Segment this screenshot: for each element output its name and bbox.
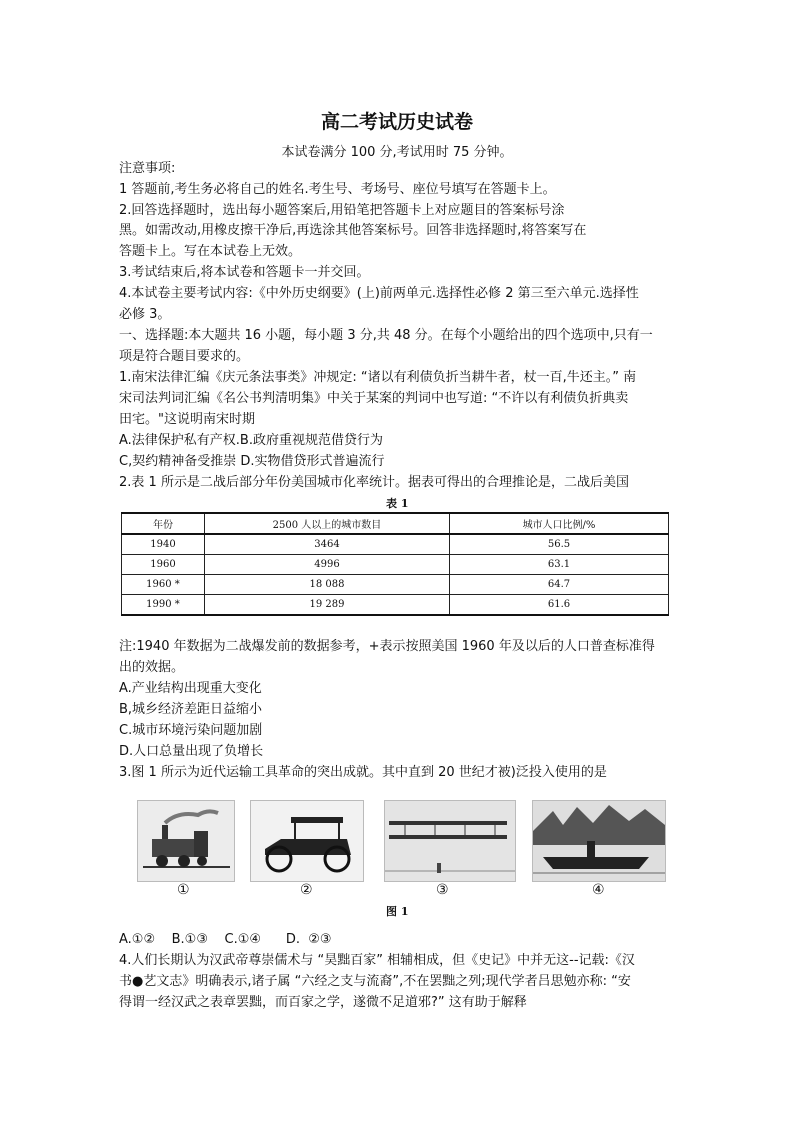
table-cell: 4996	[205, 555, 450, 575]
note-line: 答题卡上。写在本试卷上无效。	[119, 244, 302, 259]
table-cell: 63.1	[450, 555, 669, 575]
image-number: ①	[177, 882, 190, 898]
section-heading: 项是符合题目要求的。	[119, 349, 250, 364]
note-line: 必修 3。	[119, 307, 171, 322]
question-4-stem: 4.人们长期认为汉武帝尊崇儒术与 “昊黜百家” 相辅相成，但《史记》中并无这--记载:《汉	[119, 953, 635, 968]
note-line: 3.考试结束后,将本试卷和答题卡一并交回。	[119, 265, 370, 280]
question-2-option: D.人口总量出现了负增长	[119, 744, 264, 759]
question-2-stem: 2.表 1 所示是二战后部分年份美国城市化率统计。据表可得出的合理推论是，二战后美国	[119, 475, 629, 490]
airplane-image	[384, 800, 516, 882]
question-1-stem: 田宅。"这说明南宋时期	[119, 412, 255, 427]
table-cell: 1990 *	[122, 595, 205, 616]
notes-heading: 注意事项:	[119, 161, 176, 176]
table-cell: 61.6	[450, 595, 669, 616]
exam-title: 高二考试历史试卷	[320, 111, 473, 133]
question-3-options: A.①② B.①③ C.①④ D. ②③	[119, 932, 332, 947]
question-3-stem: 3.图 1 所示为近代运输工具革命的突出成就。其中直到 20 世纪才被)泛投入使用的是	[119, 765, 607, 780]
steam-locomotive-image	[137, 800, 235, 882]
table-header: 城市人口比例/%	[450, 513, 669, 534]
note-line: 2.回答选择题时，选出每小题答案后,用铅笔把答题卡上对应题目的答案标号涂	[119, 203, 565, 218]
figure-caption: 图 1	[386, 905, 409, 918]
table-note: 注:1940 年数据为二战爆发前的数据参考，+表示按照美国 1960 年及以后的人口普查标准得	[119, 639, 655, 654]
table-cell: 1940	[122, 534, 205, 555]
table-header: 年份	[122, 513, 205, 534]
table-cell: 3464	[205, 534, 450, 555]
question-4-stem: 书●艺文志》明确表示,诸子属 “六经之支与流裔”,不在罢黜之列;现代学者吕思勉亦称: “安	[119, 974, 631, 989]
question-2-option: C.城市环境污染问题加剧	[119, 723, 263, 738]
table-header: 2500 人以上的城市数目	[205, 513, 450, 534]
note-line: 黑。如需改动,用橡皮擦干净后,再选涂其他答案标号。回答非选择题时,将答案写在	[119, 223, 587, 238]
steamship-image	[532, 800, 666, 882]
table-cell: 56.5	[450, 534, 669, 555]
table-row	[122, 575, 669, 595]
table-note: 出的效据。	[119, 660, 185, 675]
question-2-option: A.产业结构出现重大变化	[119, 681, 262, 696]
urbanization-table	[121, 512, 669, 616]
question-4-stem: 得谓一经汉武之表章罢黜，而百家之学，遂微不足道邪?” 这有助于解释	[119, 995, 527, 1010]
table-caption: 表 1	[386, 497, 409, 510]
question-1-option: C,契约精神备受推崇 D.实物借贷形式普遍流行	[119, 454, 385, 469]
automobile-image	[250, 800, 364, 882]
question-1-stem: 1.南宋法律汇编《庆元条法事类》冲规定: “诸以有利债负折当耕牛者，杖一百,牛还主。” 南	[119, 370, 637, 385]
note-line: 4.本试卷主要考试内容:《中外历史纲要》(上)前两单元.选择性必修 2 第三至六单元.选择性	[119, 286, 639, 301]
note-line: 1 答题前,考生务必将自己的姓名.考生号、考场号、座位号填写在答题卡上。	[119, 182, 556, 197]
table-row	[122, 555, 669, 575]
section-heading: 一、选择题:本大题共 16 小题，每小题 3 分,共 48 分。在每个小题给出的四个选项中,只有一	[119, 328, 653, 343]
table-cell: 19 289	[205, 595, 450, 616]
table-cell: 1960 *	[122, 575, 205, 595]
exam-subtitle: 本试卷满分 100 分,考试用时 75 分钟。	[281, 145, 513, 160]
table-cell: 64.7	[450, 575, 669, 595]
image-number: ③	[436, 882, 449, 898]
table-cell: 1960	[122, 555, 205, 575]
question-2-option: B,城乡经济差距日益缩小	[119, 702, 263, 717]
table-row	[122, 595, 669, 616]
question-1-stem: 宋司法判词汇编《名公书判清明集》中关于某案的判词中也写道: “不许以有利债负折典卖	[119, 391, 629, 406]
table-cell: 18 088	[205, 575, 450, 595]
table-row	[122, 534, 669, 555]
image-number: ④	[592, 882, 605, 898]
table-header-row	[122, 513, 669, 534]
question-1-option: A.法律保护私有产权.B.政府重视规范借贷行为	[119, 433, 383, 448]
image-number: ②	[300, 882, 313, 898]
